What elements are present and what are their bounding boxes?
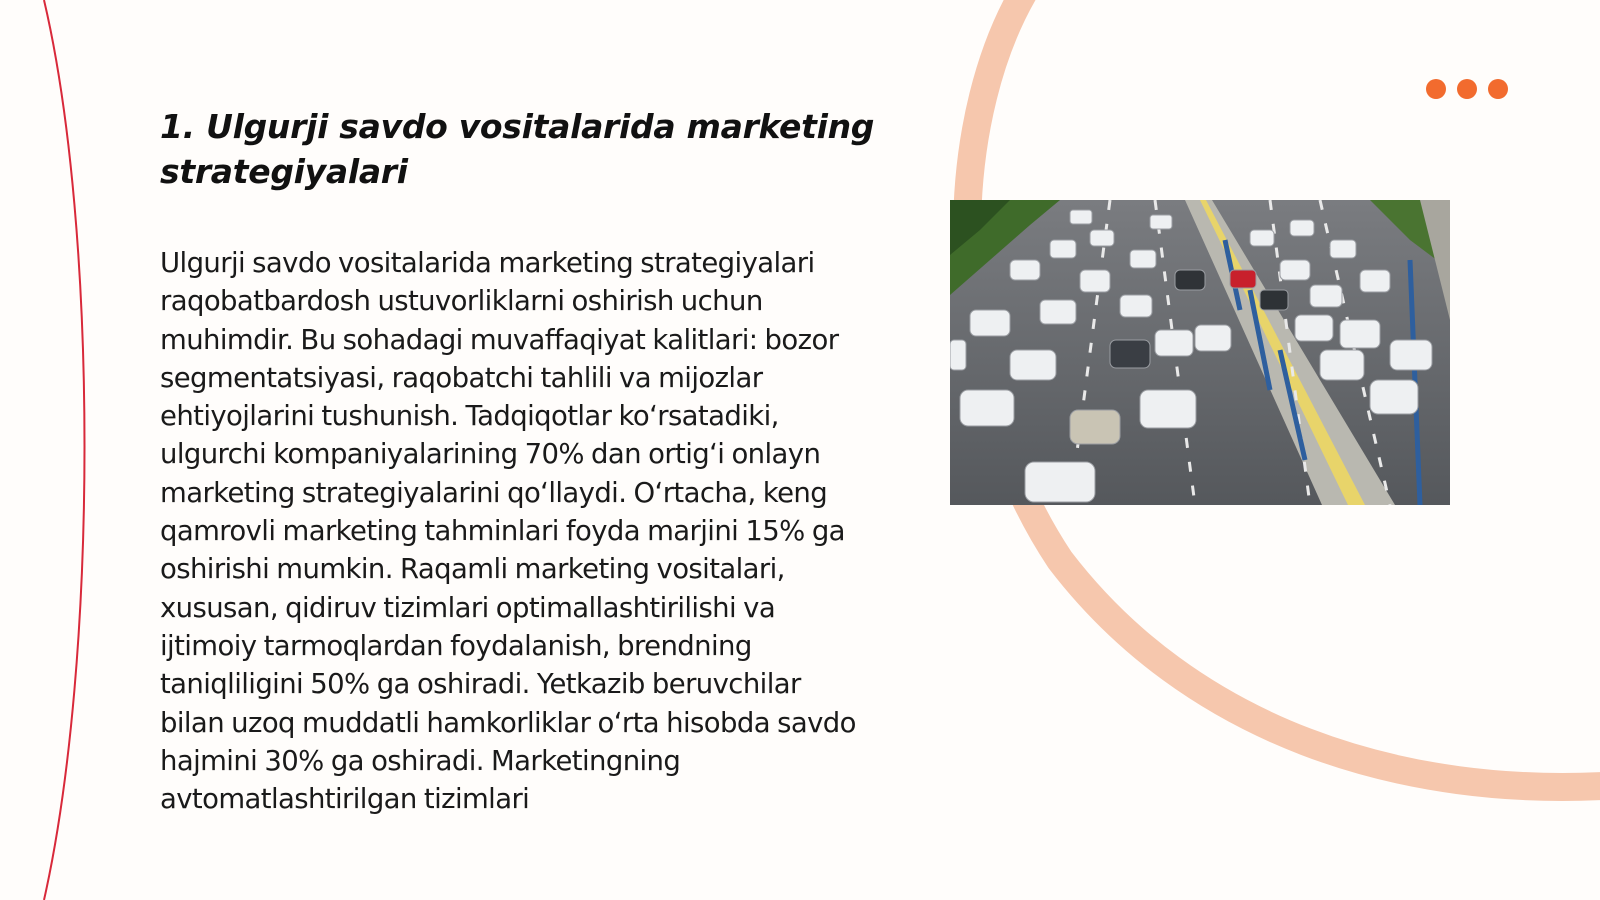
slide-body-text: Ulgurji savdo vositalarida marketing strategiyalari raqobatbardosh ustuvorliklarni oshirish uchun muhimdir. Bu sohadagi muvaffaqiyat kalitlari: bozor segmentatsiyasi, raqobatchi tahlili va mijozlar ehtiyojlarini tushunish. Tadqiqotlar koʻrsatadiki, ulgurchi kompaniyalarining 70% dan ortigʻi onlayn marketing strategiyalarini qoʻllaydi. Oʻrtacha, keng qamrovli marketing tahminlari foyda marjini 15% ga oshirishi mumkin. Raqamli marketing vositalari, xususan, qidiruv tizimlari optimallashtirilishi va ijtimoiy tarmoqlardan foydalanish, brendning taniqliligini 50% ga oshiradi. Yetkazib beruvchilar bilan uzoq muddatli hamkorliklar oʻrta hisobda savdo hajmini 30% ga oshiradi. Marketingning avtomatlashtirilgan tizimlari [160, 247, 856, 816]
slide-title: 1. Ulgurji savdo vositalarida marketing strategiyalari [160, 107, 875, 191]
left-accent-line [44, 0, 85, 900]
traffic-photo [950, 200, 1450, 505]
dot-icon [1457, 79, 1477, 99]
menu-dots [1426, 79, 1508, 99]
dot-icon [1488, 79, 1508, 99]
dot-icon [1426, 79, 1446, 99]
